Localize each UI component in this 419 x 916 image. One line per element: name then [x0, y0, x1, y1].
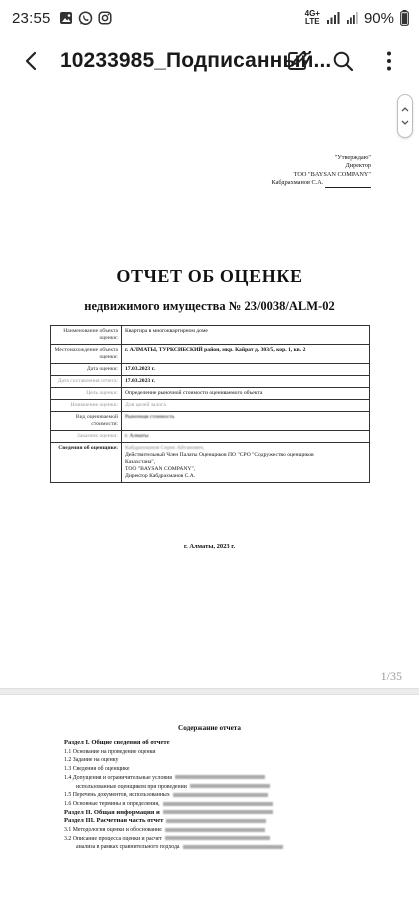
table-row — [51, 376, 370, 388]
row-label: Цель оценки: — [51, 388, 122, 400]
table-row — [51, 443, 370, 483]
toc-title: Содержание отчета — [178, 724, 241, 732]
appraiser-director: Директор Кабдрахманов С.А. — [125, 473, 196, 479]
toc-item: Раздел III. Расчетная часть отчет — [64, 817, 404, 826]
approval-block — [271, 154, 371, 188]
edit-button[interactable] — [275, 39, 319, 83]
battery-level: 90% — [363, 9, 394, 27]
toc-item: анализа в рамках сравнительного подхода — [64, 843, 404, 852]
signature-blank — [325, 183, 371, 188]
network-type: 4G+ — [304, 9, 320, 18]
appraiser-name: Кабдрахманов Серик Айтанович, — [125, 445, 205, 451]
whatsapp-icon — [78, 11, 93, 26]
table-row — [51, 345, 370, 364]
chevron-down-icon — [401, 120, 409, 125]
table-row — [51, 400, 370, 412]
approval-heading: "Утверждаю" — [334, 154, 371, 161]
toc-item: использованные оценщиком при проведении — [64, 783, 404, 792]
page-separator — [0, 688, 419, 695]
toc-item: 1.3 Сведения об оценщике — [64, 766, 130, 773]
status-time: 23:55 — [12, 9, 51, 27]
back-button[interactable] — [10, 39, 54, 83]
toc-item: 3.2 Описание процесса оценки и расчет — [64, 835, 404, 844]
report-info-table — [50, 325, 370, 483]
row-value: 17.03.2023 г. — [122, 364, 370, 376]
toc-item: 3.1 Методология оценки и обоснование — [64, 826, 404, 835]
row-value: 17.03.2023 г. — [122, 376, 370, 388]
document-title: 10233985_Подписанный... — [60, 49, 332, 72]
toc-item: 1.6 Основные термины и определения, — [64, 800, 404, 809]
toc-item: 1.5 Перечень документов, использованных — [64, 791, 404, 800]
appraiser-membership: Действительный Член Палаты Оценщиков ПО "СРО "Содружество оценщиков — [125, 452, 314, 458]
network-indicator — [305, 10, 320, 26]
row-value: г. Алматы — [122, 431, 370, 443]
appraiser-details — [122, 443, 370, 483]
approval-person: Кабдрахманов С.А. — [271, 179, 324, 187]
status-right — [305, 0, 409, 36]
row-label: Назначение оценки: — [51, 400, 122, 412]
document-viewer[interactable] — [0, 88, 419, 900]
approval-signature-line — [271, 179, 371, 187]
page-indicator: 1/35 — [380, 669, 402, 683]
document-page-1 — [0, 88, 419, 688]
toc-item: 1.1 Основание на проведение оценки — [64, 748, 156, 755]
report-subtitle: недвижимого имущества № 23/0038/ALM-02 — [84, 299, 335, 313]
fast-scroll-handle[interactable] — [397, 94, 413, 138]
table-row — [51, 431, 370, 443]
approval-role: Директор — [345, 162, 371, 170]
battery-icon — [400, 10, 409, 26]
more-options-button[interactable] — [367, 39, 411, 83]
notification-icons — [59, 11, 112, 26]
toc-item: Раздел I. Общие сведения об отчете — [64, 739, 170, 746]
appraiser-membership-cont: Казахстана", — [125, 459, 156, 465]
back-arrow-icon — [22, 51, 42, 71]
more-options-icon — [386, 50, 392, 72]
status-bar — [0, 0, 419, 36]
report-city-year: г. Алматы, 2023 г. — [183, 543, 236, 550]
app-actions — [275, 39, 411, 83]
row-label: Вид оцениваемой стоимости: — [51, 412, 122, 431]
network-subtype: LTE — [305, 17, 320, 26]
signal-icon-2 — [346, 11, 358, 25]
search-icon — [332, 50, 354, 72]
document-page-2 — [0, 696, 419, 916]
signal-icon — [326, 11, 340, 25]
instagram-icon — [98, 11, 112, 25]
appraiser-company: ТОО "BAYSAN COMPANY", — [125, 466, 196, 472]
chevron-up-icon — [401, 107, 409, 112]
edit-icon — [286, 50, 308, 72]
app-bar — [0, 36, 419, 86]
row-value: г. АЛМАТЫ, ТУРКСИБСКИЙ район, мкр. Кайрат д. 303/5, кор. 1, кв. 2 — [122, 345, 370, 364]
row-value: Рыночная стоимость — [122, 412, 370, 431]
table-row — [51, 412, 370, 431]
search-button[interactable] — [321, 39, 365, 83]
row-label: Сведения об оценщике: — [51, 443, 122, 483]
row-label: Дата составления отчета: — [51, 376, 122, 388]
table-row — [51, 364, 370, 376]
report-title: ОТЧЕТ ОБ ОЦЕНКЕ — [116, 266, 303, 286]
toc-item: Раздел II. Общая информация и — [64, 809, 404, 818]
row-label: Дата оценки: — [51, 364, 122, 376]
row-value: Определение рыночной стоимости оцениваемого объекта — [122, 388, 370, 400]
row-value: Квартира в многоквартирном доме — [122, 326, 370, 345]
table-row — [51, 326, 370, 345]
gallery-icon — [59, 11, 73, 25]
row-label: Заказчик оценки: — [51, 431, 122, 443]
toc-item: 1.2 Задание на оценку — [64, 757, 119, 764]
table-row — [51, 388, 370, 400]
row-value: Для целей залога — [122, 400, 370, 412]
row-label: Наименование объекта оценки: — [51, 326, 122, 345]
toc-list — [64, 739, 404, 852]
toc-item: 1.4 Допущения и ограничительные условия — [64, 774, 404, 783]
row-label: Местонахождение объекта оценки: — [51, 345, 122, 364]
approval-company: ТОО "BAYSAN COMPANY" — [293, 170, 371, 178]
